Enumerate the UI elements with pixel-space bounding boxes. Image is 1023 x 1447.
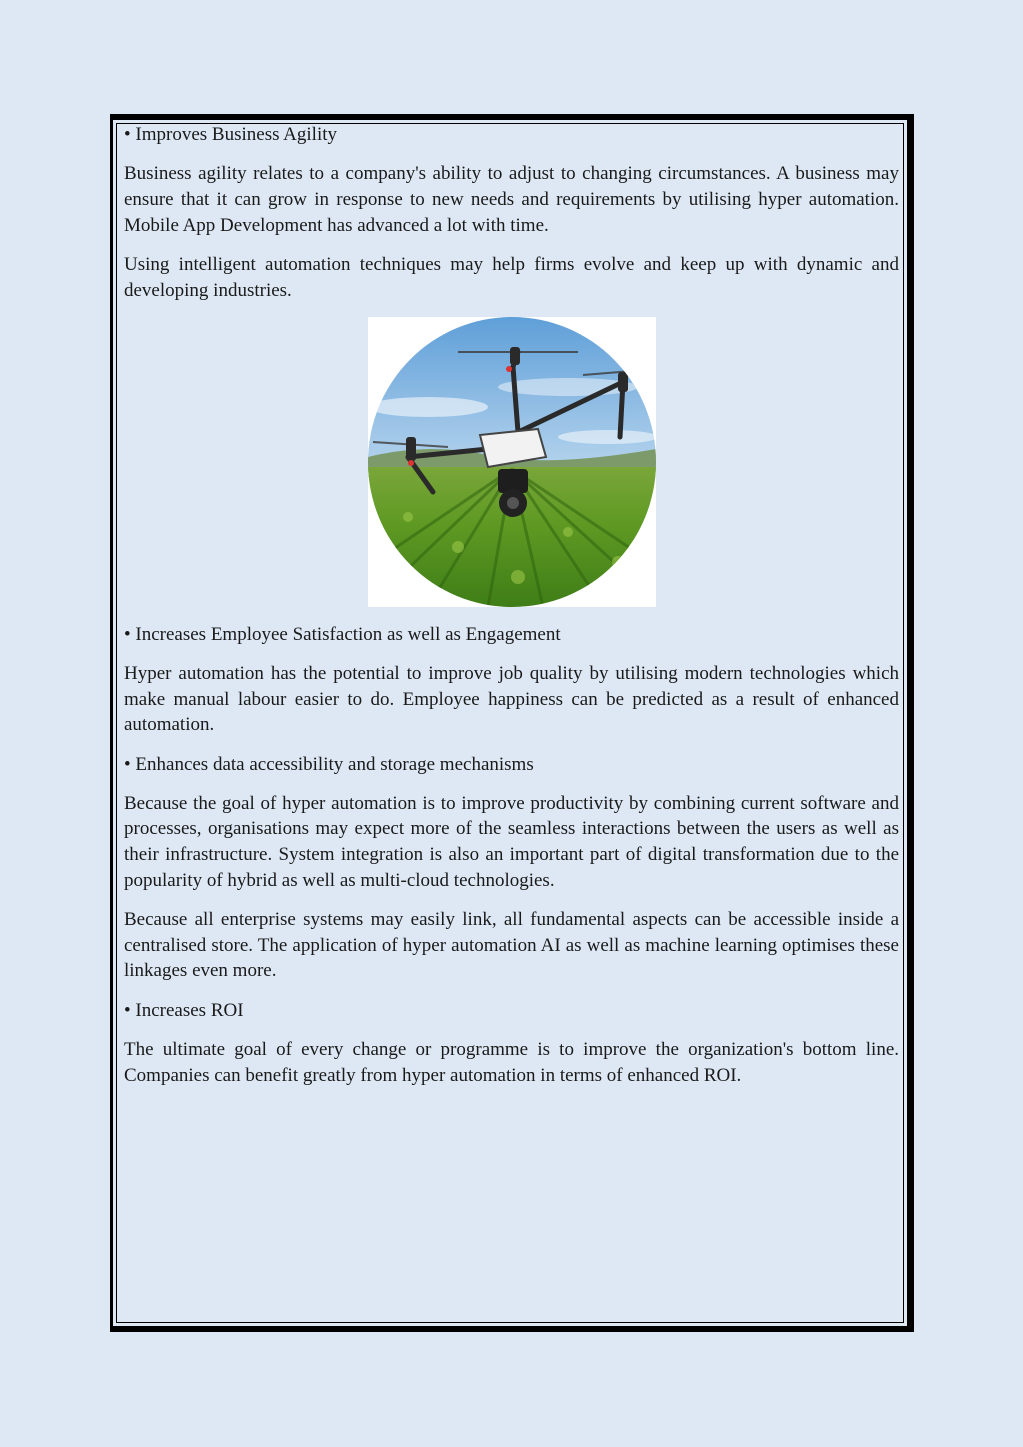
document-body (124, 122, 899, 1102)
data-paragraph-1: Because the goal of hyper automation is to improve productivity by combining current software and processes, organisations may expect more of the seamless interactions between the users as well as their infrastructure. System integration is also an important part of digital transformation due to the popularity of hybrid as well as multi-cloud technologies. (124, 792, 899, 891)
data-heading: • Enhances data accessibility and storage mechanisms (124, 753, 534, 775)
roi-heading: • Increases ROI (124, 999, 244, 1021)
agility-paragraph-1: Business agility relates to a company's ability to adjust to changing circumstances. A business may ensure that it can grow in response to new needs and requirements by utilising hyper automation. Mobile App Development has advanced a lot with time. (124, 163, 899, 236)
agility-heading: • Improves Business Agility (124, 124, 338, 145)
employee-heading: • Increases Employee Satisfaction as well as Engagement (124, 623, 561, 645)
employee-paragraph-1: Hyper automation has the potential to improve job quality by utilising modern technologies which make manual labour easier to do. Employee happiness can be predicted as a result of enhanced automation. (124, 662, 899, 736)
drone-image (368, 317, 656, 607)
data-paragraph-2: Because all enterprise systems may easily link, all fundamental aspects can be accessible inside a centralised store. The application of hyper automation AI as well as machine learning optimises these linkages even more. (124, 909, 899, 982)
agility-paragraph-2: Using intelligent automation techniques may help firms evolve and keep up with dynamic and developing industries. (124, 253, 899, 301)
drone-over-field-illustration (368, 317, 656, 607)
roi-paragraph-1: The ultimate goal of every change or programme is to improve the organization's bottom line. Companies can benefit greatly from hyper automation in terms of enhanced ROI. (124, 1038, 899, 1086)
